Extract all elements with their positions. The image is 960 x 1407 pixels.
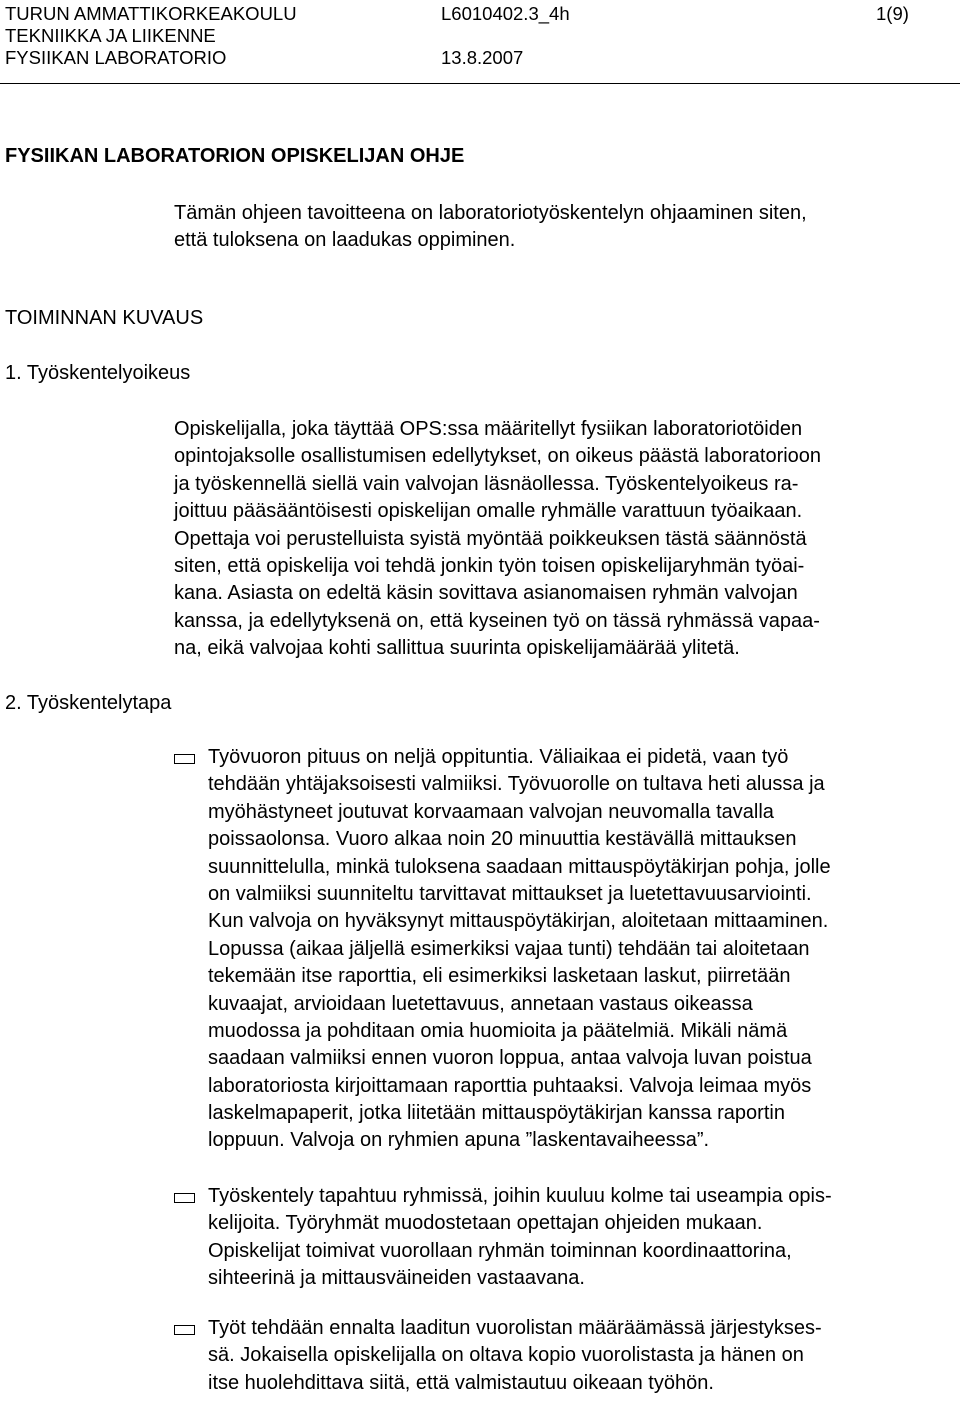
bullet-line: itse huolehdittava siitä, että valmistautuu oikeaan työhön. <box>208 1371 714 1394</box>
bullet-line: sä. Jokaisella opiskelijalla on oltava kopio vuorolistasta ja hänen on <box>208 1344 804 1367</box>
section1-line: kanssa, ja edellytyksenä on, että kyseinen työ on tässä ryhmässä vapaa- <box>174 609 820 632</box>
bullet-line: myöhästyneet joutuvat korvaamaan valvojan neuvomalla tavalla <box>208 800 774 823</box>
bullet-item-groups <box>208 1183 832 1293</box>
section1-line: na, eikä valvojaa kohti sallittua suurinta opiskelijamäärää ylitetä. <box>174 637 740 660</box>
intro-paragraph <box>174 200 807 255</box>
bullet-marker-icon <box>174 1325 195 1335</box>
bullet-marker-icon <box>174 1193 195 1203</box>
bullet-line: Työt tehdään ennalta laaditun vuorolistan määräämässä järjestykses- <box>208 1317 822 1339</box>
section1-line: Opettaja voi perustelluista syistä myöntää poikkeuksen tästä säännöstä <box>174 527 807 550</box>
header-doc-code: L6010402.3_4h <box>441 3 570 24</box>
section1-line: siten, että opiskelija voi tehdä jonkin työn toisen opiskelijaryhmän työai- <box>174 554 805 577</box>
bullet-line: saadaan valmiiksi ennen vuoron loppua, antaa valvoja luvan poistua <box>208 1047 812 1070</box>
bullet-line: suunnittelulla, minkä tuloksena saadaan mittauspöytäkirjan pohja, jolle <box>208 855 831 878</box>
section1-line: joittuu pääsääntöisesti opiskelijan omalle ryhmälle varattuun työaikaan. <box>174 500 803 523</box>
section1-line: kana. Asiasta on edeltä käsin sovittava asianomaisen ryhmän valvojan <box>174 582 798 605</box>
section1-line: ja työskennellä siellä vain valvojan läsnäollessa. Työskentelyoikeus ra- <box>174 472 799 495</box>
bullet-line: kuvaajat, arvioidaan luetettavuus, annetaan vastaus oikeassa <box>208 992 753 1015</box>
bullet-line: Työskentely tapahtuu ryhmissä, joihin kuuluu kolme tai useampia opis- <box>208 1185 832 1207</box>
bullet-line: laboratoriosta kirjoittamaan raporttia puhtaaksi. Valvoja leimaa myös <box>208 1074 812 1097</box>
header-department: TEKNIIKKA JA LIIKENNE <box>5 25 216 46</box>
intro-line: että tuloksena on laadukas oppiminen. <box>174 229 516 252</box>
bullet-item-schedule <box>208 1315 822 1397</box>
section2-heading: 2. Työskentelytapa <box>5 692 172 714</box>
section-heading: TOIMINNAN KUVAUS <box>5 307 204 329</box>
section1-line: opintojaksolle osallistumisen edellytykset, on oikeus päästä laboratorioon <box>174 445 822 468</box>
bullet-line: poissaolonsa. Vuoro alkaa noin 20 minuuttia kestävällä mittauksen <box>208 828 797 851</box>
bullet-line: muodossa ja pohditaan omia huomioita ja päätelmiä. Mikäli nämä <box>208 1019 788 1042</box>
bullet-line: sihteerinä ja mittausväineiden vastaavana. <box>208 1267 585 1290</box>
header-page-number: 1(9) <box>876 3 909 24</box>
bullet-line: laskelmapaperit, jotka liitetään mittauspöytäkirjan kanssa raportin <box>208 1102 785 1125</box>
bullet-line: loppuun. Valvoja on ryhmien apuna ”laskentavaiheessa”. <box>208 1129 710 1152</box>
header-laboratory: FYSIIKAN LABORATORIO <box>5 47 227 68</box>
bullet-line: Opiskelijat toimivat vuorollaan ryhmän toiminnan koordinaattorina, <box>208 1239 792 1262</box>
section1-line: Opiskelijalla, joka täyttää OPS:ssa määritellyt fysiikan laboratoriotöiden <box>174 418 803 440</box>
document-title: FYSIIKAN LABORATORION OPISKELIJAN OHJE <box>5 145 465 167</box>
bullet-line: Lopussa (aikaa jäljellä esimerkiksi vajaa tunti) tehdään tai aloitetaan <box>208 937 810 960</box>
bullet-item-work-shift <box>208 744 831 1155</box>
header-school: TURUN AMMATTIKORKEAKOULU <box>5 3 297 24</box>
section1-heading: 1. Työskentelyoikeus <box>5 362 191 384</box>
bullet-line: Työvuoron pituus on neljä oppituntia. Väliaikaa ei pidetä, vaan työ <box>208 746 789 768</box>
section1-paragraph <box>174 416 821 663</box>
bullet-line: tekemään itse raporttia, eli esimerkiksi lasketaan laskut, piirretään <box>208 965 791 988</box>
intro-line: Tämän ohjeen tavoitteena on laboratoriotyöskentelyn ohjaaminen siten, <box>174 202 807 224</box>
bullet-marker-icon <box>174 754 195 764</box>
header-date: 13.8.2007 <box>441 47 524 68</box>
bullet-line: on valmiiksi suunniteltu tarvittavat mittaukset ja luetettavuusarviointi. <box>208 882 812 905</box>
bullet-line: Kun valvoja on hyväksynyt mittauspöytäkirjan, aloitetaan mittaaminen. <box>208 910 829 933</box>
header-divider <box>0 83 960 84</box>
bullet-line: kelijoita. Työryhmät muodostetaan opettajan ohjeiden mukaan. <box>208 1212 763 1235</box>
bullet-line: tehdään yhtäjaksoisesti valmiiksi. Työvuorolle on tultava heti alussa ja <box>208 773 825 796</box>
